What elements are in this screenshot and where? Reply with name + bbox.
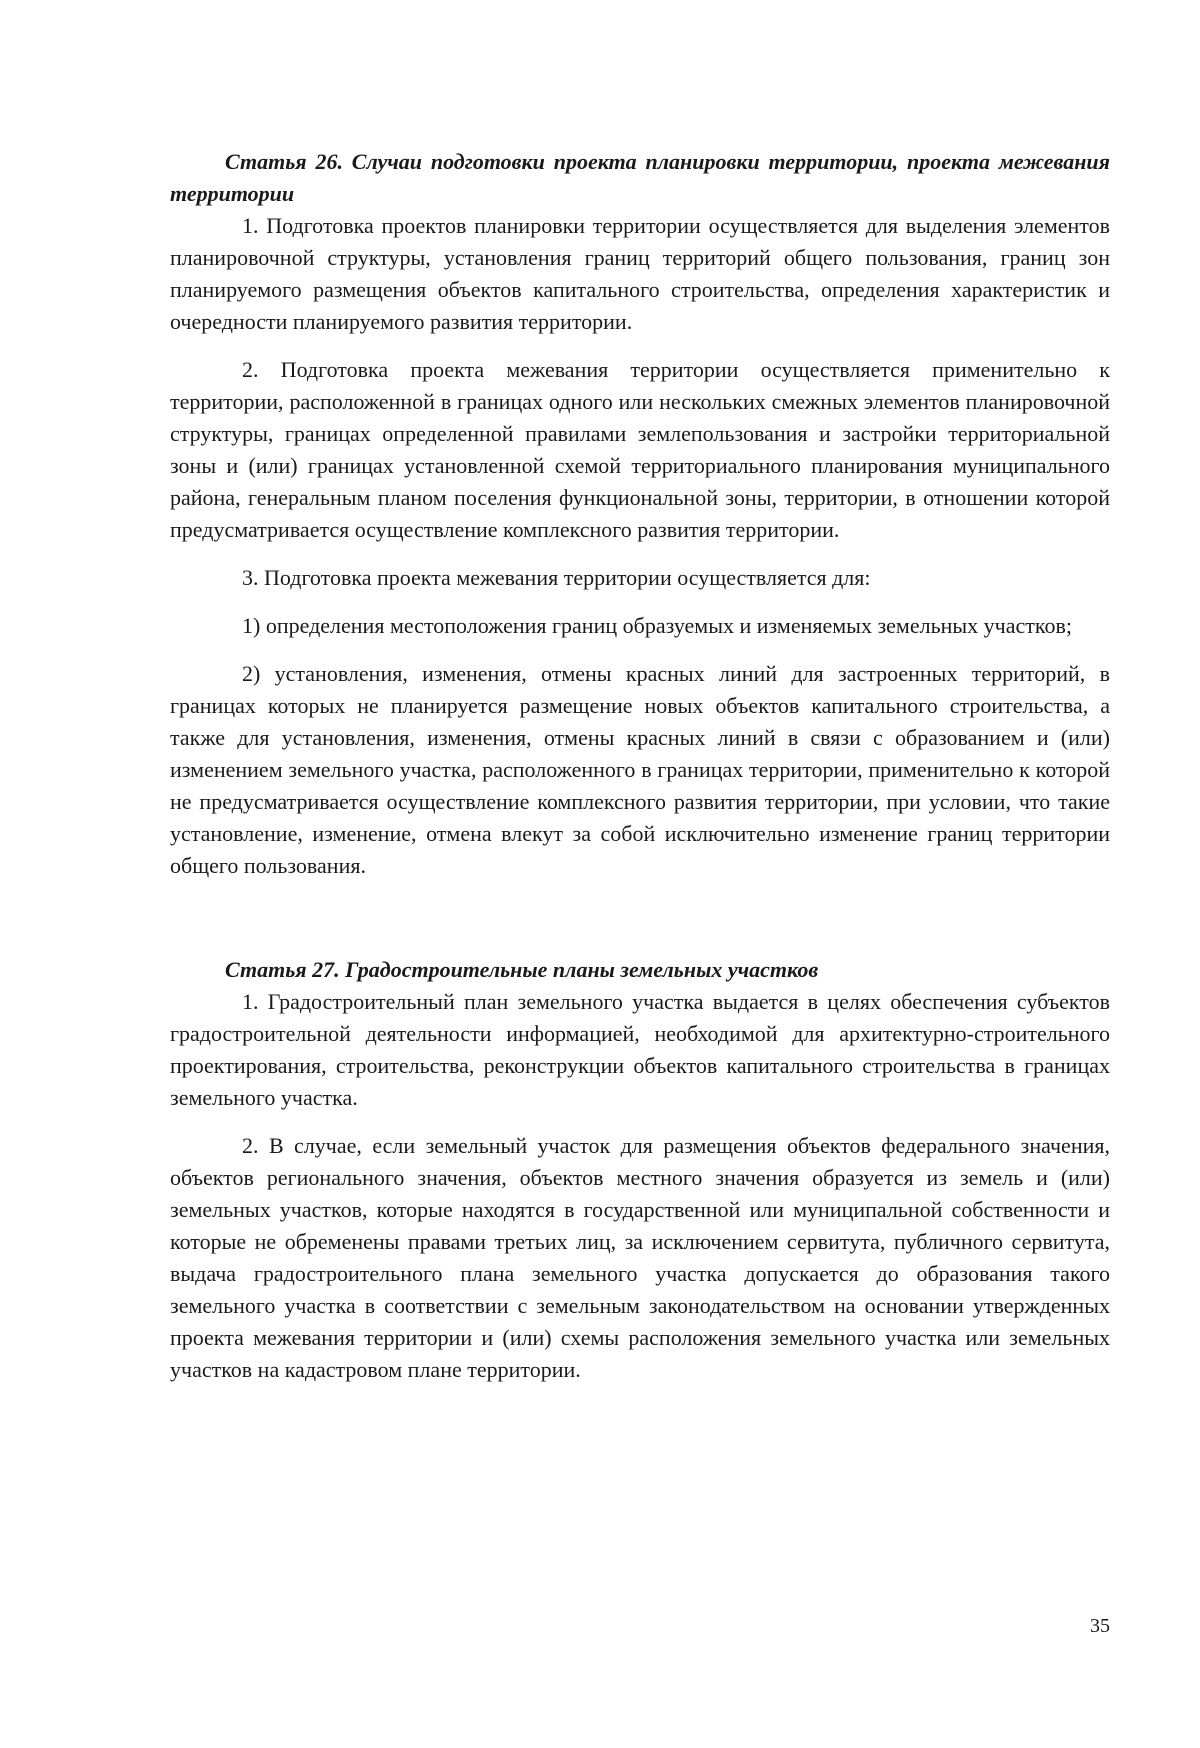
article-27-heading: Статья 27. Градостроительные планы земельных участков xyxy=(225,957,819,982)
article-26-item-2: 2) установления, изменения, отмены красных линий для застроенных территорий, в границах которых не планируется размещение новых объектов капитального строительства, а также для установления, изменения, отмены красных линий в связи с образованием и (или) изменением земельного участка, расположенного в границах территории, применительно к которой не предусматривается осуществление комплексного развития территории, при условии, что такие установление, изменение, отмена влекут за собой исключительно изменение границ территории общего пользования. xyxy=(170,661,1110,878)
article-26-paragraph-3: 3. Подготовка проекта межевания территории осуществляется для: xyxy=(242,565,871,590)
document-page xyxy=(170,146,1110,1386)
article-26-paragraph-2: 2. Подготовка проекта межевания территории осуществляется применительно к территории, расположенной в границах одного или нескольких смежных элементов планировочной структуры, границах определенной правилами землепользования и застройки территориальной зоны и (или) границах установленной схемой территориального планирования муниципального района, генеральным планом поселения функциональной зоны, территории, в отношении которой предусматривается осуществление комплексного развития территории. xyxy=(170,357,1110,542)
article-27-paragraph-1: 1. Градостроительный план земельного участка выдается в целях обеспечения субъектов градостроительной деятельности информацией, необходимой для архитектурно-строительного проектирования, строительства, реконструкции объектов капитального строительства в границах земельного участка. xyxy=(170,989,1110,1110)
article-26-paragraph-1: 1. Подготовка проектов планировки территории осуществляется для выделения элементов планировочной структуры, установления границ территорий общего пользования, границ зон планируемого размещения объектов капитального строительства, определения характеристик и очередности планируемого развития территории. xyxy=(170,213,1110,334)
article-26-item-1: 1) определения местоположения границ образуемых и изменяемых земельных участков; xyxy=(242,613,1072,638)
page-number: 35 xyxy=(1090,1615,1110,1637)
article-26-heading: Статья 26. Случаи подготовки проекта планировки территории, проекта межевания территории xyxy=(170,149,1110,206)
article-27-paragraph-2: 2. В случае, если земельный участок для размещения объектов федерального значения, объектов регионального значения, объектов местного значения образуется из земель и (или) земельных участков, которые находятся в государственной или муниципальной собственности и которые не обременены правами третьих лиц, за исключением сервитута, публичного сервитута, выдача градостроительного плана земельного участка допускается до образования такого земельного участка в соответствии с земельным законодательством на основании утвержденных проекта межевания территории и (или) схемы расположения земельного участка или земельных участков на кадастровом плане территории. xyxy=(170,1133,1110,1382)
